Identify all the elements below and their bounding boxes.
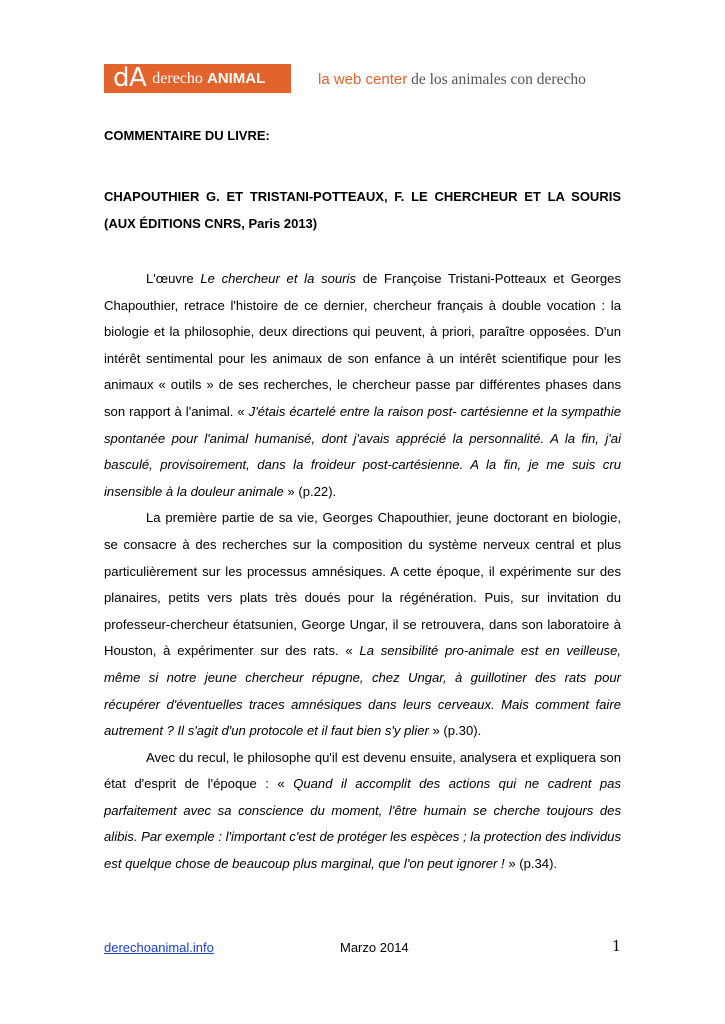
p1-text-c: de Françoise Tristani-Potteaux et Georges Chapouthier, retrace l'histoire de ce dernier, chercheur français à double vocation : la biologie et la philosophie, deux directions qui peuvent, à priori, paraître opposées. D'un intérêt sentimental pour les animaux de son enfance à un intérêt scientifique pour les animaux « outils » de ses recherches, le chercheur passe par différentes phases dans son rapport à l'animal. «	[104, 271, 621, 419]
logo-text-animal: ANIMAL	[206, 70, 266, 87]
tagline-accent: la web center	[318, 71, 408, 88]
p1-text-a: L'œuvre	[146, 271, 201, 286]
logo-text	[152, 64, 265, 93]
p1-book-title: Le chercheur et la souris	[200, 271, 356, 286]
footer-date: Marzo 2014	[340, 940, 409, 955]
page-number: 1	[612, 936, 621, 955]
section-heading: COMMENTAIRE DU LIVRE:	[104, 128, 270, 143]
footer-link[interactable]: derechoanimal.info	[104, 940, 214, 955]
p3-citation: » (p.34).	[504, 856, 558, 872]
logo-mark: dA	[113, 63, 147, 93]
document-body	[104, 128, 621, 878]
p1-quote: J'étais écartelé entre la raison post- cartésienne et la sympathie spontanée pour l'animal humanisé, dont j'avais apprécié la personnalité. A la fin, j'ai basculé, provisoirement, dans la froideur post-cartésienne. A la fin, je me suis cru insensible à la douleur animale	[104, 403, 621, 499]
paragraph-2	[104, 505, 621, 744]
p2-quote: La sensibilité pro-animale est en veilleuse, même si notre jeune chercheur répugne, chez Ungar, à guillotiner des rats pour récupérer d'éventuelles traces amnésiques dans leurs cerveaux. Mais comment faire autrement ? Il s'agit d'un protocole et il faut bien s'y plier	[104, 643, 621, 739]
paragraph-1	[104, 266, 621, 505]
logo-text-derecho: derecho	[152, 70, 203, 87]
p1-citation: » (p.22).	[283, 483, 337, 499]
p2-text-a: La première partie de sa vie, Georges Chapouthier, jeune doctorant en biologie, se consacre à des recherches sur la composition du système nerveux central et plus particulièrement sur les processus amnésiques. A cette époque, il expérimente sur des planaires, petits vers plats très doués pour la régénération. Puis, sur invitation du professeur-chercheur étatsunien, George Ungar, il se retrouvera, dans son laboratoire à Houston, à expérimenter sur des rats. «	[104, 510, 621, 659]
site-tagline	[318, 71, 586, 89]
p2-citation: » (p.30).	[428, 723, 482, 739]
book-title: CHAPOUTHIER G. ET TRISTANI-POTTEAUX, F. LE CHERCHEUR ET LA SOURIS (AUX ÉDITIONS CNRS, Paris 2013)	[104, 189, 621, 231]
p3-text-a: Avec du recul, le philosophe qu'il est devenu ensuite, analysera et expliquera son état d'esprit de l'époque : «	[104, 749, 621, 792]
p3-quote: Quand il accomplit des actions qui ne cadrent pas parfaitement avec sa conscience du moment, l'être humain se cherche toujours des alibis. Par exemple : l'important c'est de protéger les espèces ; la protection des individus est quelque chose de beaucoup plus marginal, que l'on peut ignorer !	[104, 776, 621, 872]
tagline-rest: de los animales con derecho	[407, 71, 586, 88]
paragraph-3	[104, 745, 621, 878]
site-logo[interactable]	[104, 64, 291, 93]
